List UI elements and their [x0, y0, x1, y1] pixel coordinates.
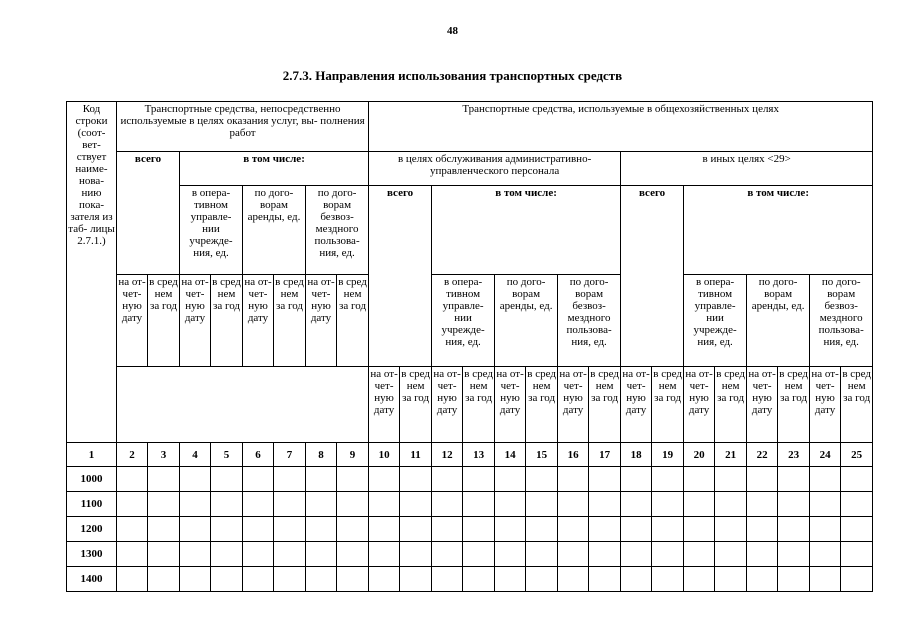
- table-cell[interactable]: [463, 542, 495, 567]
- table-cell[interactable]: [684, 517, 715, 542]
- table-cell[interactable]: [778, 467, 810, 492]
- including-header-a: в том числе:: [180, 152, 369, 186]
- lease-header-other: по дого- ворам аренды, ед.: [747, 275, 810, 367]
- table-cell[interactable]: [589, 467, 621, 492]
- table-cell[interactable]: [274, 467, 306, 492]
- table-cell[interactable]: [684, 467, 715, 492]
- table-cell[interactable]: [180, 517, 211, 542]
- table-cell[interactable]: [211, 467, 243, 492]
- table-cell[interactable]: [432, 542, 463, 567]
- table-cell[interactable]: [652, 517, 684, 542]
- table-cell[interactable]: [243, 467, 274, 492]
- column-number-row: [67, 443, 873, 467]
- free-use-header-a: по дого- ворам безвоз- мездного пользова- ния, ед.: [306, 186, 369, 275]
- table-cell[interactable]: [715, 567, 747, 592]
- on-date-header: на от- чет- ную дату: [558, 367, 589, 443]
- column-number: 15: [526, 443, 558, 467]
- table-cell[interactable]: [211, 542, 243, 567]
- table-cell[interactable]: [306, 567, 337, 592]
- table-cell[interactable]: [589, 517, 621, 542]
- avg-year-header: в сред нем за год: [274, 275, 306, 367]
- total-header-a: всего: [117, 152, 180, 275]
- table-cell[interactable]: [715, 517, 747, 542]
- table-cell[interactable]: [211, 517, 243, 542]
- table-cell[interactable]: [715, 492, 747, 517]
- table-cell[interactable]: [621, 467, 652, 492]
- transport-usage-table: [66, 101, 873, 592]
- table-cell[interactable]: [243, 492, 274, 517]
- on-date-header: на от- чет- ную дату: [243, 275, 274, 367]
- table-cell[interactable]: [526, 567, 558, 592]
- table-cell[interactable]: [810, 492, 841, 517]
- table-cell[interactable]: [495, 492, 526, 517]
- table-cell[interactable]: [211, 492, 243, 517]
- row-code: 1400: [67, 567, 117, 592]
- avg-year-header: в сред нем за год: [652, 367, 684, 443]
- table-cell[interactable]: [369, 492, 400, 517]
- including-header-other: в том числе:: [684, 186, 873, 275]
- on-date-header: на от- чет- ную дату: [180, 275, 211, 367]
- table-cell[interactable]: [148, 517, 180, 542]
- table-cell[interactable]: [400, 467, 432, 492]
- table-cell[interactable]: [180, 492, 211, 517]
- group-header-general: Транспортные средства, используемые в общехозяйственных целях: [369, 102, 873, 152]
- table-cell[interactable]: [495, 567, 526, 592]
- row-code: 1200: [67, 517, 117, 542]
- operative-header-a: в опера- тивном управле- нии учрежде- ния, ед.: [180, 186, 243, 275]
- other-purpose-header: в иных целях <29>: [621, 152, 873, 186]
- table-cell[interactable]: [684, 492, 715, 517]
- avg-year-header: в сред нем за год: [526, 367, 558, 443]
- on-date-header: на от- чет- ную дату: [810, 367, 841, 443]
- table-cell[interactable]: [621, 517, 652, 542]
- on-date-header: на от- чет- ную дату: [684, 367, 715, 443]
- avg-year-header: в сред нем за год: [715, 367, 747, 443]
- table-cell[interactable]: [117, 467, 148, 492]
- table-cell[interactable]: [463, 517, 495, 542]
- table-cell[interactable]: [526, 467, 558, 492]
- table-cell[interactable]: [715, 542, 747, 567]
- table-cell[interactable]: [841, 517, 873, 542]
- code-column-header: Код строки (соот- вет- ствует наиме- нова- нию пока- зателя из таб- лицы 2.7.1.): [67, 102, 117, 443]
- table-cell[interactable]: [180, 467, 211, 492]
- column-number: 18: [621, 443, 652, 467]
- table-cell[interactable]: [337, 567, 369, 592]
- table-cell[interactable]: [841, 567, 873, 592]
- table-cell[interactable]: [747, 492, 778, 517]
- table-cell[interactable]: [589, 542, 621, 567]
- column-number: 1: [67, 443, 117, 467]
- table-cell[interactable]: [841, 492, 873, 517]
- column-number: 6: [243, 443, 274, 467]
- table-cell[interactable]: [463, 467, 495, 492]
- column-number: 25: [841, 443, 873, 467]
- on-date-header: на от- чет- ную дату: [432, 367, 463, 443]
- avg-year-header: в сред нем за год: [337, 275, 369, 367]
- table-cell[interactable]: [148, 567, 180, 592]
- including-header-admin: в том числе:: [432, 186, 621, 275]
- table-cell[interactable]: [274, 517, 306, 542]
- lease-header-a: по дого- ворам аренды, ед.: [243, 186, 306, 275]
- table-cell[interactable]: [495, 542, 526, 567]
- avg-year-header: в сред нем за год: [463, 367, 495, 443]
- table-cell[interactable]: [621, 492, 652, 517]
- table-cell[interactable]: [810, 567, 841, 592]
- column-number: 16: [558, 443, 589, 467]
- table-cell[interactable]: [810, 517, 841, 542]
- avg-year-header: в сред нем за год: [589, 367, 621, 443]
- column-number: 4: [180, 443, 211, 467]
- column-number: 20: [684, 443, 715, 467]
- table-cell[interactable]: [400, 567, 432, 592]
- on-date-header: на от- чет- ную дату: [747, 367, 778, 443]
- avg-year-header: в сред нем за год: [211, 275, 243, 367]
- table-cell[interactable]: [148, 542, 180, 567]
- on-date-header: на от- чет- ную дату: [306, 275, 337, 367]
- table-cell[interactable]: [841, 542, 873, 567]
- column-number: 12: [432, 443, 463, 467]
- column-number: 2: [117, 443, 148, 467]
- admin-purpose-header: в целях обслуживания административно- управленческого персонала: [369, 152, 621, 186]
- total-header-other: всего: [621, 186, 684, 367]
- table-cell[interactable]: [747, 567, 778, 592]
- table-cell[interactable]: [117, 542, 148, 567]
- table-cell[interactable]: [526, 542, 558, 567]
- table-cell[interactable]: [652, 542, 684, 567]
- table-cell[interactable]: [558, 542, 589, 567]
- row-code: 1300: [67, 542, 117, 567]
- table-cell[interactable]: [558, 567, 589, 592]
- table-cell[interactable]: [432, 492, 463, 517]
- table-cell[interactable]: [337, 517, 369, 542]
- table-cell[interactable]: [180, 567, 211, 592]
- table-cell[interactable]: [306, 517, 337, 542]
- table-cell[interactable]: [306, 542, 337, 567]
- table-cell[interactable]: [369, 467, 400, 492]
- table-cell[interactable]: [117, 567, 148, 592]
- section-title: 2.7.3. Направления использования транспортных средств: [282, 68, 623, 83]
- operative-header-other: в опера- тивном управле- нии учрежде- ния, ед.: [684, 275, 747, 367]
- operative-header-admin: в опера- тивном управле- нии учрежде- ния, ед.: [432, 275, 495, 367]
- table-cell[interactable]: [558, 492, 589, 517]
- table-cell[interactable]: [337, 492, 369, 517]
- table-cell[interactable]: [400, 542, 432, 567]
- column-number: 11: [400, 443, 432, 467]
- table-cell[interactable]: [747, 467, 778, 492]
- total-header-admin: всего: [369, 186, 432, 367]
- table-cell[interactable]: [306, 467, 337, 492]
- column-number: 8: [306, 443, 337, 467]
- group-header-services: Транспортные средства, непосредственно используемые в целях оказания услуг, вы- полнения работ: [117, 102, 369, 152]
- column-number: 5: [211, 443, 243, 467]
- table-cell[interactable]: [589, 492, 621, 517]
- column-number: 9: [337, 443, 369, 467]
- on-date-header: на от- чет- ную дату: [621, 367, 652, 443]
- table-cell[interactable]: [432, 567, 463, 592]
- free-use-header-other: по дого- ворам безвоз- мездного пользова- ния, ед.: [810, 275, 873, 367]
- blank-header-spacer: [117, 367, 369, 443]
- page-number: 48: [447, 25, 458, 37]
- table-cell[interactable]: [400, 492, 432, 517]
- table-cell[interactable]: [778, 567, 810, 592]
- column-number: 19: [652, 443, 684, 467]
- table-cell[interactable]: [274, 492, 306, 517]
- table-row: [67, 567, 873, 592]
- free-use-header-admin: по дого- ворам безвоз- мездного пользова- ния, ед.: [558, 275, 621, 367]
- on-date-header: на от- чет- ную дату: [495, 367, 526, 443]
- table-cell[interactable]: [148, 492, 180, 517]
- table-cell[interactable]: [306, 492, 337, 517]
- table-cell[interactable]: [810, 467, 841, 492]
- table-cell[interactable]: [652, 567, 684, 592]
- table-cell[interactable]: [621, 542, 652, 567]
- table-cell[interactable]: [243, 567, 274, 592]
- table-cell[interactable]: [463, 567, 495, 592]
- column-number: 17: [589, 443, 621, 467]
- table-cell[interactable]: [747, 517, 778, 542]
- table-cell[interactable]: [117, 517, 148, 542]
- table-cell[interactable]: [243, 517, 274, 542]
- table-cell[interactable]: [558, 467, 589, 492]
- row-code: 1100: [67, 492, 117, 517]
- table-cell[interactable]: [369, 517, 400, 542]
- on-date-header: на от- чет- ную дату: [117, 275, 148, 367]
- table-cell[interactable]: [117, 492, 148, 517]
- table-cell[interactable]: [684, 542, 715, 567]
- table-cell[interactable]: [715, 467, 747, 492]
- table-cell[interactable]: [148, 467, 180, 492]
- table-row: [67, 542, 873, 567]
- avg-year-header: в сред нем за год: [841, 367, 873, 443]
- table-cell[interactable]: [621, 567, 652, 592]
- table-cell[interactable]: [337, 467, 369, 492]
- table-cell[interactable]: [369, 567, 400, 592]
- table-cell[interactable]: [337, 542, 369, 567]
- table-cell[interactable]: [463, 492, 495, 517]
- table-cell[interactable]: [810, 542, 841, 567]
- table-cell[interactable]: [589, 567, 621, 592]
- table-cell[interactable]: [778, 517, 810, 542]
- column-number: 14: [495, 443, 526, 467]
- table-cell[interactable]: [432, 517, 463, 542]
- column-number: 3: [148, 443, 180, 467]
- avg-year-header: в сред нем за год: [148, 275, 180, 367]
- table-cell[interactable]: [778, 492, 810, 517]
- table-cell[interactable]: [778, 542, 810, 567]
- table-cell[interactable]: [495, 517, 526, 542]
- table-row: [67, 492, 873, 517]
- column-number: 24: [810, 443, 841, 467]
- avg-year-header: в сред нем за год: [778, 367, 810, 443]
- column-number: 21: [715, 443, 747, 467]
- table-cell[interactable]: [841, 467, 873, 492]
- table-cell[interactable]: [526, 517, 558, 542]
- table-cell[interactable]: [526, 492, 558, 517]
- row-code: 1000: [67, 467, 117, 492]
- table-cell[interactable]: [558, 517, 589, 542]
- table-cell[interactable]: [243, 542, 274, 567]
- avg-year-header: в сред нем за год: [400, 367, 432, 443]
- table-cell[interactable]: [495, 467, 526, 492]
- table-cell[interactable]: [180, 542, 211, 567]
- table-cell[interactable]: [747, 542, 778, 567]
- column-number: 7: [274, 443, 306, 467]
- table-cell[interactable]: [652, 492, 684, 517]
- column-number: 22: [747, 443, 778, 467]
- table-cell[interactable]: [432, 467, 463, 492]
- table-cell[interactable]: [274, 542, 306, 567]
- table-cell[interactable]: [652, 467, 684, 492]
- column-number: 10: [369, 443, 400, 467]
- column-number: 13: [463, 443, 495, 467]
- table-cell[interactable]: [369, 542, 400, 567]
- table-row: [67, 517, 873, 542]
- table-cell[interactable]: [400, 517, 432, 542]
- column-number: 23: [778, 443, 810, 467]
- table-row: [67, 467, 873, 492]
- table-cell[interactable]: [684, 567, 715, 592]
- on-date-header: на от- чет- ную дату: [369, 367, 400, 443]
- table-cell[interactable]: [274, 567, 306, 592]
- lease-header-admin: по дого- ворам аренды, ед.: [495, 275, 558, 367]
- table-cell[interactable]: [211, 567, 243, 592]
